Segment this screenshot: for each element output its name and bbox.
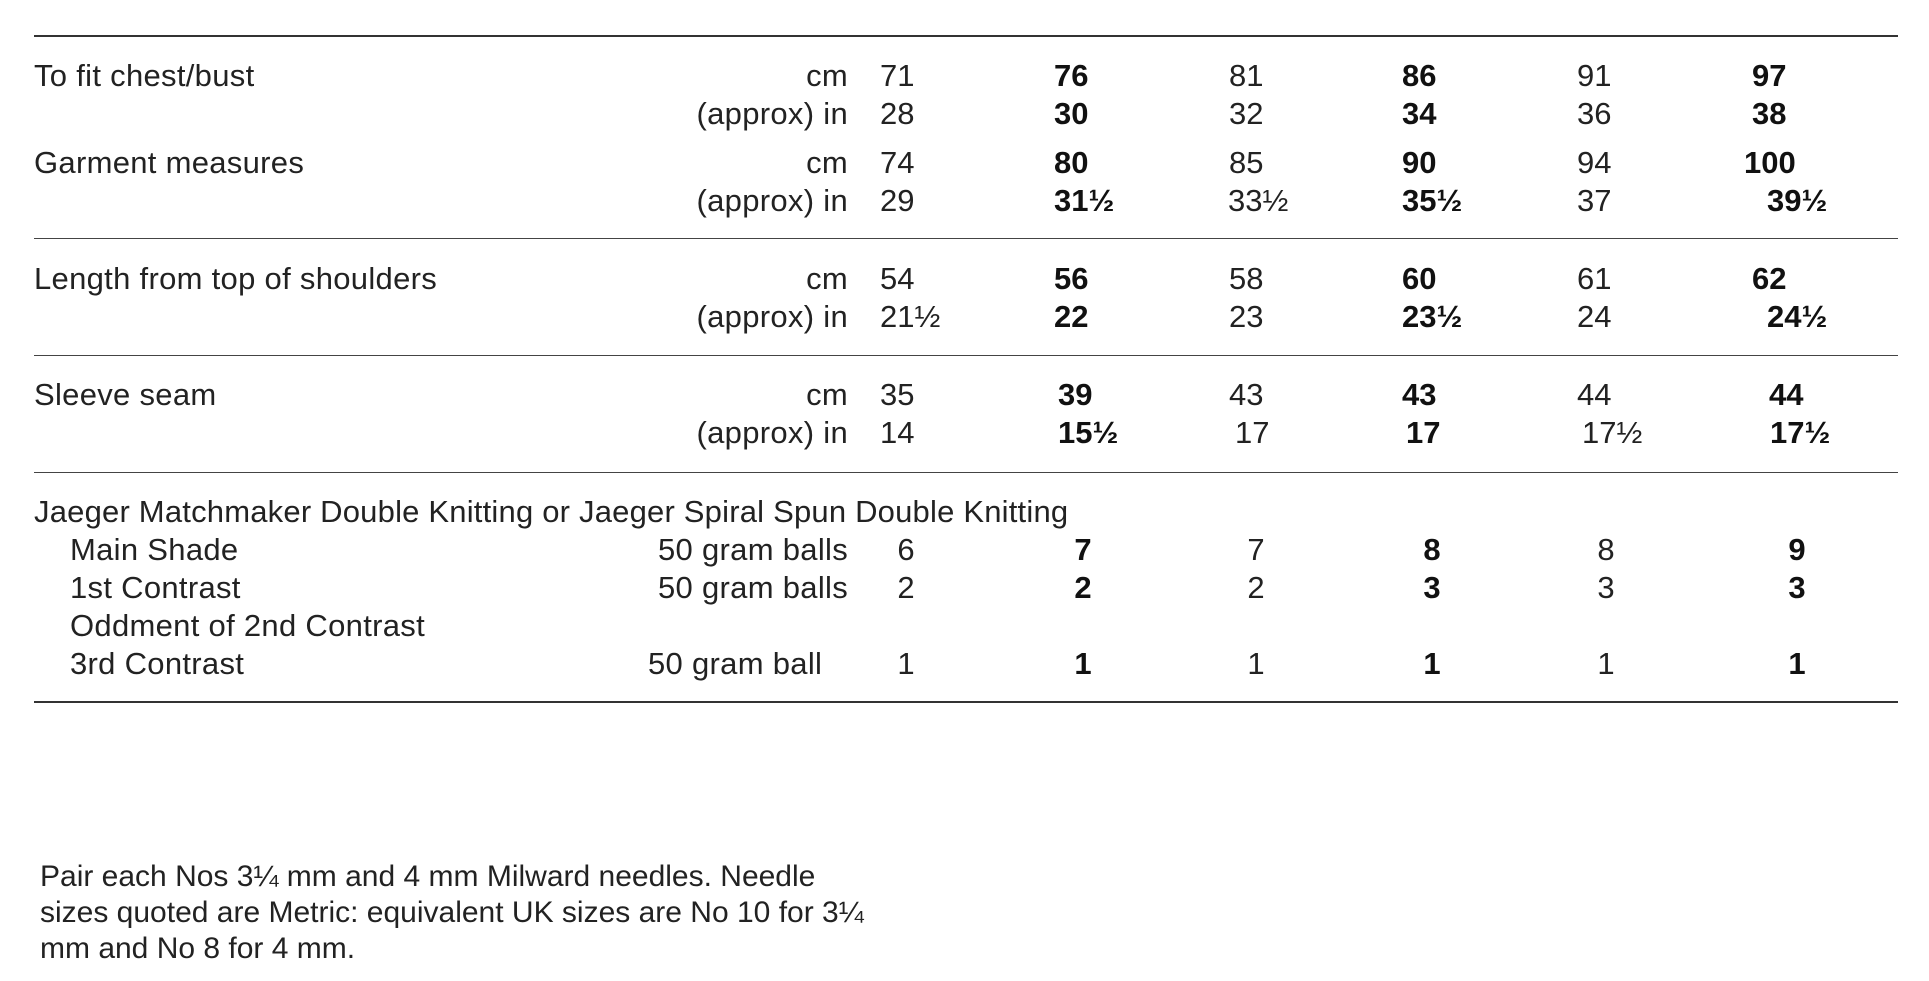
table-cell: 35: [880, 377, 915, 412]
table-cell: 43: [1402, 377, 1437, 412]
table-cell: 7: [1074, 532, 1092, 567]
table-cell: 2: [897, 570, 915, 605]
table-cell: 36: [1577, 96, 1612, 131]
table-cell: 80: [1054, 145, 1089, 180]
table-cell: 30: [1054, 96, 1089, 131]
yarn-row: [0, 531, 1929, 569]
table-cell: 1: [1247, 646, 1265, 681]
table-row: [0, 298, 1929, 336]
table-cell: 17½: [1770, 415, 1831, 450]
table-cell: 24: [1577, 299, 1612, 334]
table-cell: 38: [1752, 96, 1787, 131]
table-cell: 81: [1229, 58, 1264, 93]
needles-line: Pair each Nos 3¼ mm and 4 mm Milward needles. Needle: [40, 860, 816, 893]
bottom-rule: [34, 701, 1898, 703]
section-divider: [34, 472, 1898, 473]
table-cell: 2: [1074, 570, 1092, 605]
yarn-row: [0, 607, 1929, 645]
yarn-row: [0, 645, 1929, 683]
table-cell: 28: [880, 96, 915, 131]
row-label: 3rd Contrast: [70, 646, 245, 681]
table-cell: 23: [1229, 299, 1264, 334]
table-cell: 1: [1597, 646, 1615, 681]
table-cell: 7: [1247, 532, 1265, 567]
needles-line: sizes quoted are Metric: equivalent UK sizes are No 10 for 3¼: [40, 896, 864, 929]
row-unit: 50 gram ball: [648, 646, 823, 681]
table-row: [0, 95, 1929, 133]
table-cell: 34: [1402, 96, 1437, 131]
row-label: Length from top of shoulders: [34, 261, 438, 296]
table-cell: 44: [1769, 377, 1804, 412]
row-unit: (approx) in: [696, 415, 848, 450]
table-cell: 33½: [1228, 183, 1289, 218]
table-cell: 58: [1229, 261, 1264, 296]
table-cell: 17: [1406, 415, 1441, 450]
table-cell: 35½: [1402, 183, 1463, 218]
row-unit: (approx) in: [696, 96, 848, 131]
table-row: [0, 376, 1929, 414]
needles-paragraph: [40, 859, 940, 967]
row-unit: cm: [806, 261, 848, 296]
row-label: Main Shade: [70, 532, 239, 567]
table-cell: 60: [1402, 261, 1437, 296]
table-cell: 1: [897, 646, 915, 681]
table-cell: 39: [1058, 377, 1093, 412]
table-cell: 6: [897, 532, 915, 567]
table-cell: 43: [1229, 377, 1264, 412]
table-cell: 29: [880, 183, 915, 218]
table-cell: 32: [1229, 96, 1264, 131]
row-unit: cm: [806, 377, 848, 412]
table-cell: 23½: [1402, 299, 1463, 334]
table-row: [0, 57, 1929, 95]
table-cell: 1: [1788, 646, 1806, 681]
table-cell: 56: [1054, 261, 1089, 296]
yarn-title: Jaeger Matchmaker Double Knitting or Jaeger Spiral Spun Double Knitting: [34, 494, 1069, 529]
table-cell: 8: [1423, 532, 1441, 567]
table-cell: 15½: [1058, 415, 1119, 450]
needles-line: mm and No 8 for 4 mm.: [40, 932, 356, 965]
row-label: To fit chest/bust: [34, 58, 255, 93]
yarn-row: [0, 569, 1929, 607]
table-cell: 22: [1054, 299, 1089, 334]
table-cell: 21½: [880, 299, 941, 334]
table-cell: 62: [1752, 261, 1787, 296]
top-rule: [34, 35, 1898, 37]
table-cell: 8: [1597, 532, 1615, 567]
section-divider: [34, 238, 1898, 239]
table-row: [0, 182, 1929, 220]
table-cell: 3: [1423, 570, 1441, 605]
table-cell: 39½: [1767, 183, 1828, 218]
table-cell: 85: [1229, 145, 1264, 180]
row-label: Oddment of 2nd Contrast: [70, 608, 425, 643]
table-cell: 31½: [1054, 183, 1115, 218]
table-row: [0, 144, 1929, 182]
table-cell: 1: [1423, 646, 1441, 681]
table-cell: 9: [1788, 532, 1806, 567]
table-cell: 3: [1788, 570, 1806, 605]
table-cell: 14: [880, 415, 915, 450]
table-cell: 1: [1074, 646, 1092, 681]
table-cell: 17: [1235, 415, 1270, 450]
table-cell: 74: [880, 145, 915, 180]
row-unit: cm: [806, 145, 848, 180]
table-cell: 90: [1402, 145, 1437, 180]
table-cell: 71: [880, 58, 915, 93]
row-label: Garment measures: [34, 145, 305, 180]
table-cell: 61: [1577, 261, 1612, 296]
row-unit: (approx) in: [696, 299, 848, 334]
row-unit: (approx) in: [696, 183, 848, 218]
table-cell: 2: [1247, 570, 1265, 605]
table-cell: 94: [1577, 145, 1612, 180]
table-cell: 24½: [1767, 299, 1828, 334]
row-unit: 50 gram balls: [658, 570, 848, 605]
row-label: Sleeve seam: [34, 377, 217, 412]
table-row: [0, 414, 1929, 452]
table-cell: 44: [1577, 377, 1612, 412]
table-row: [0, 260, 1929, 298]
table-cell: 17½: [1582, 415, 1643, 450]
table-cell: 3: [1597, 570, 1615, 605]
table-cell: 76: [1054, 58, 1089, 93]
row-label: 1st Contrast: [70, 570, 241, 605]
table-cell: 54: [880, 261, 915, 296]
row-unit: 50 gram balls: [658, 532, 848, 567]
row-unit: cm: [806, 58, 848, 93]
table-cell: 91: [1577, 58, 1612, 93]
table-cell: 97: [1752, 58, 1787, 93]
table-cell: 86: [1402, 58, 1437, 93]
table-cell: 37: [1577, 183, 1612, 218]
table-cell: 100: [1744, 145, 1796, 180]
section-divider: [34, 355, 1898, 356]
